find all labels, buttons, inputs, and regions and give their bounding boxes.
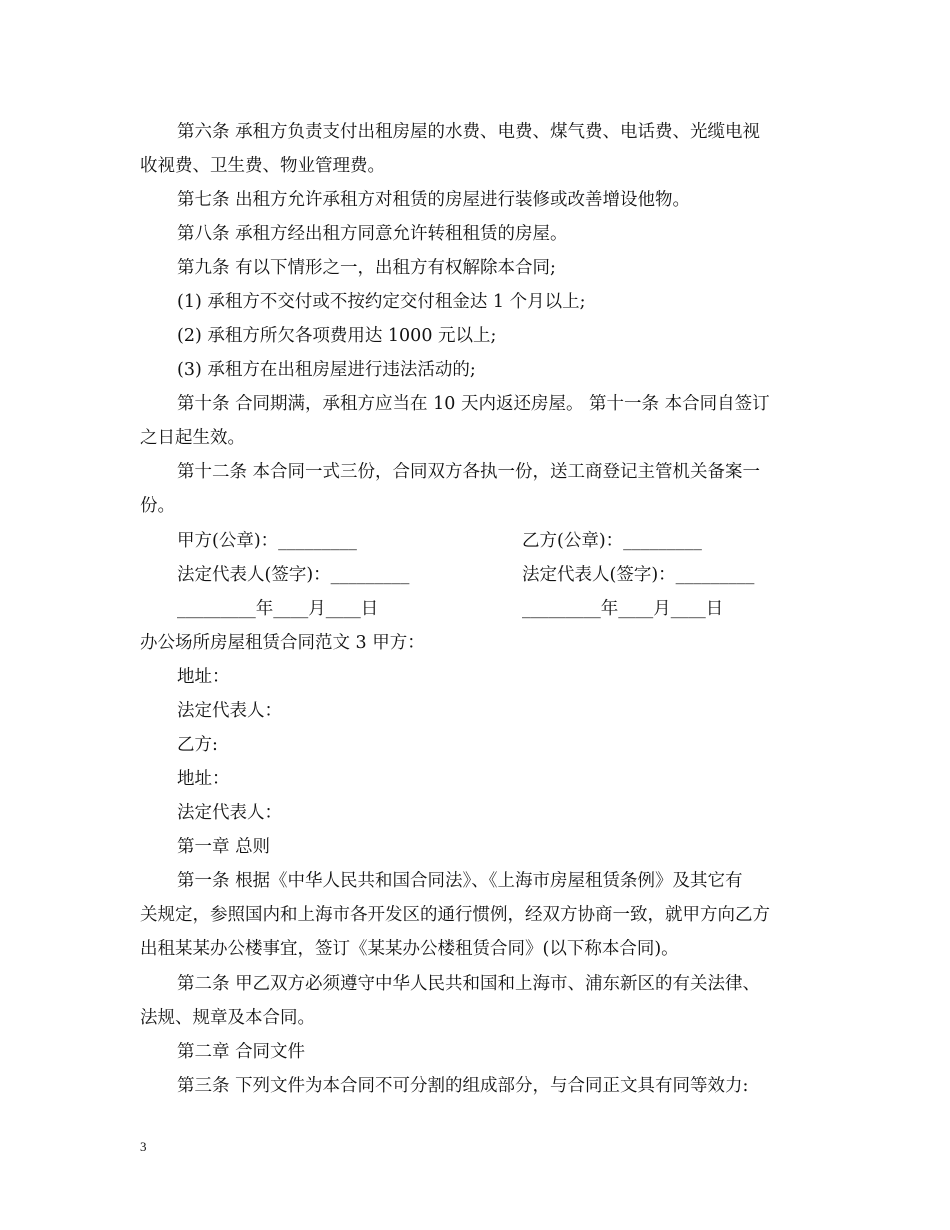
article-12-line-1: 第十二条 本合同一式三份，合同双方各执一份，送工商登记主管机关备案一 bbox=[177, 462, 761, 482]
article-6-line-1: 第六条 承租方负责支付出租房屋的水费、电费、煤气费、电话费、光缆电视 bbox=[177, 122, 761, 142]
party-a-representative-signature: 法定代表人(签字)：_________ bbox=[177, 565, 410, 585]
article-7: 第七条 出租方允许承租方对租赁的房屋进行装修或改善增设他物。 bbox=[177, 190, 691, 210]
article-1-line-2: 关规定，参照国内和上海市各开发区的通行惯例，经双方协商一致，就甲方向乙方 bbox=[140, 905, 770, 925]
article-1-line-3: 出租某某办公楼事宜，签订《某某办公楼租赁合同》(以下称本合同)。 bbox=[140, 939, 679, 959]
sample-3-heading: 办公场所房屋租赁合同范文 3 甲方： bbox=[140, 633, 425, 653]
article-3: 第三条 下列文件为本合同不可分割的组成部分，与合同正文具有同等效力: bbox=[177, 1076, 749, 1096]
party-b-representative-signature: 法定代表人(签字)：_________ bbox=[522, 565, 755, 585]
chapter-2-title: 第二章 合同文件 bbox=[177, 1042, 306, 1062]
party-b-seal: 乙方(公章)：_________ bbox=[522, 531, 702, 551]
party-a-representative: 法定代表人： bbox=[177, 701, 282, 721]
article-10-line-1: 第十条 合同期满，承租方应当在 10 天内返还房屋。 第十一条 本合同自签订 bbox=[177, 394, 770, 414]
article-2-line-2: 法规、规章及本合同。 bbox=[140, 1008, 315, 1028]
article-10-line-2: 之日起生效。 bbox=[140, 428, 245, 448]
party-b-representative: 法定代表人： bbox=[177, 803, 282, 823]
party-a-date: _________年____月____日 bbox=[177, 599, 379, 619]
page-number: 3 bbox=[140, 1139, 147, 1154]
article-2-line-1: 第二条 甲乙双方必须遵守中华人民共和国和上海市、浦东新区的有关法律、 bbox=[177, 974, 761, 994]
article-6-line-2: 收视费、卫生费、物业管理费。 bbox=[140, 156, 385, 176]
party-b-label: 乙方: bbox=[177, 735, 218, 755]
article-9-item-2: (2) 承租方所欠各项费用达 1000 元以上; bbox=[177, 326, 497, 346]
party-a-address: 地址： bbox=[177, 667, 230, 687]
article-12-line-2: 份。 bbox=[140, 496, 175, 516]
chapter-1-title: 第一章 总则 bbox=[177, 837, 271, 857]
party-b-date: _________年____月____日 bbox=[522, 599, 724, 619]
article-1-line-1: 第一条 根据《中华人民共和国合同法》、《上海市房屋租赁条例》及其它有 bbox=[177, 871, 743, 891]
article-9: 第九条 有以下情形之一，出租方有权解除本合同; bbox=[177, 258, 556, 278]
article-9-item-3: (3) 承租方在出租房屋进行违法活动的; bbox=[177, 360, 476, 380]
party-b-address: 地址： bbox=[177, 769, 230, 789]
party-a-seal: 甲方(公章)：_________ bbox=[177, 531, 357, 551]
article-8: 第八条 承租方经出租方同意允许转租租赁的房屋。 bbox=[177, 224, 568, 244]
article-9-item-1: (1) 承租方不交付或不按约定交付租金达 1 个月以上; bbox=[177, 292, 586, 312]
